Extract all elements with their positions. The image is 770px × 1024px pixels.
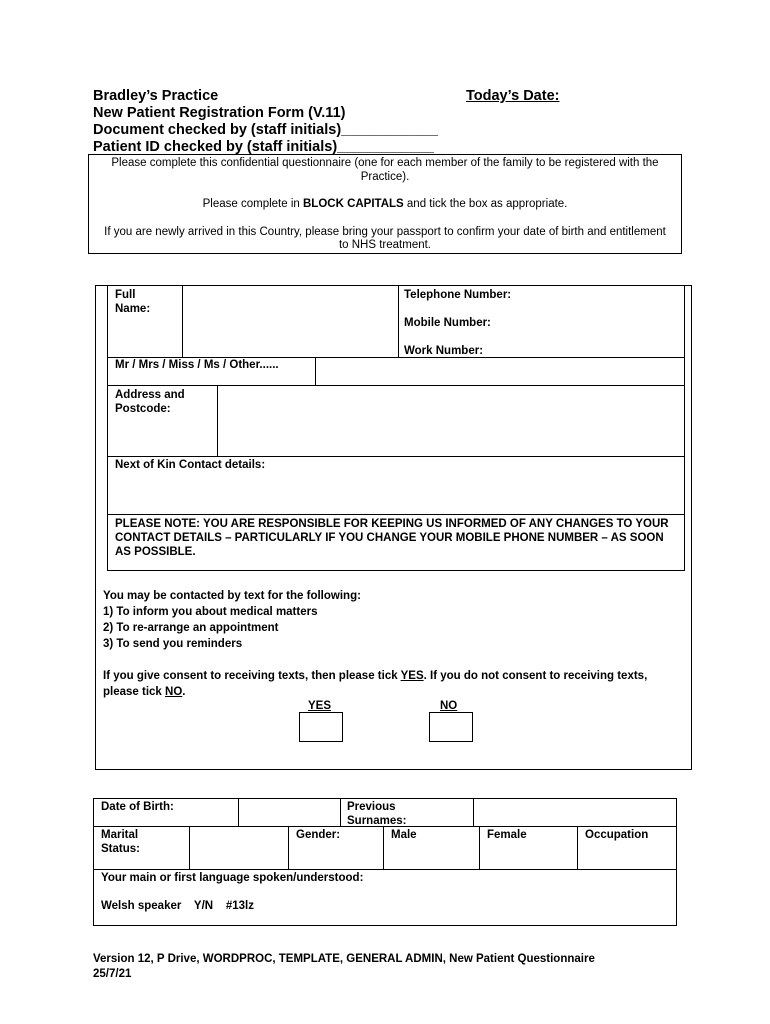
instructions-box xyxy=(88,154,682,254)
full-name-field[interactable] xyxy=(183,286,397,356)
no-label: NO xyxy=(440,700,458,712)
yes-label: YES xyxy=(308,700,332,712)
yes-checkbox[interactable] xyxy=(299,712,343,742)
instructions-text: and tick the box as appropriate. xyxy=(403,198,568,210)
date-of-birth-field[interactable] xyxy=(239,799,339,825)
practice-name: Bradley’s Practice xyxy=(93,88,219,104)
sms-item: 1) To inform you about medical matters xyxy=(103,606,318,618)
marital-status-field[interactable] xyxy=(190,827,287,868)
female-option[interactable]: Female xyxy=(487,829,527,841)
footer-version: Version 12, P Drive, WORDPROC, TEMPLATE, GENERAL ADMIN, New Patient Questionnaire xyxy=(93,953,595,965)
block-capitals-text: BLOCK CAPITALS xyxy=(302,198,404,210)
address-field[interactable] xyxy=(218,386,684,455)
previous-surnames-label: Previous Surnames: xyxy=(347,801,407,827)
full-name-label: Full Name: xyxy=(115,289,151,315)
sms-list xyxy=(103,588,361,652)
date-of-birth-label: Date of Birth: xyxy=(101,801,174,813)
sms-intro: You may be contacted by text for the following: xyxy=(103,590,361,602)
sms-item: 3) To send you reminders xyxy=(103,638,243,650)
patient-id-checked-by: Patient ID checked by (staff initials)____________ xyxy=(93,139,434,155)
footer-date: 25/7/21 xyxy=(93,968,132,980)
title-label: Mr / Mrs / Miss / Ms / Other...... xyxy=(115,359,279,371)
sms-consent-text: If you give consent to receiving texts, then please tick YES. If you do not consent to receiving texts, please tick NO. xyxy=(103,670,648,698)
instructions-paragraph-1: Please complete this confidential questionnaire (one for each member of the family to be registered with the Practice). xyxy=(111,157,659,183)
instructions-paragraph-3: If you are newly arrived in this Country, please bring your passport to confirm your date of birth and entitlement to NHS treatment. xyxy=(104,225,666,251)
please-note-text: PLEASE NOTE: YOU ARE RESPONSIBLE FOR KEEPING US INFORMED OF ANY CHANGES TO YOUR CONTACT DETAILS – PARTICULARLY IF YOU CHANGE YOUR MOBILE PHONE NUMBER – AS SOON AS POSSIBLE. xyxy=(115,518,669,558)
footer xyxy=(93,952,595,982)
first-language-label[interactable]: Your main or first language spoken/understood: xyxy=(101,872,364,884)
address-label: Address and Postcode: xyxy=(115,389,185,415)
mobile-number-label[interactable]: Mobile Number: xyxy=(404,317,491,329)
gender-label: Gender: xyxy=(296,829,341,841)
todays-date-label: Today’s Date: xyxy=(466,88,560,104)
welsh-speaker-label[interactable]: Welsh speaker Y/N #13lz xyxy=(101,900,254,912)
instructions-paragraph-2 xyxy=(101,198,669,212)
form-title: New Patient Registration Form (V.11) xyxy=(93,105,346,121)
marital-status-label: Marital Status: xyxy=(101,829,140,855)
no-checkbox[interactable] xyxy=(429,712,473,742)
next-of-kin-label[interactable]: Next of Kin Contact details: xyxy=(115,459,266,471)
instructions-text: Please complete in xyxy=(202,198,303,210)
title-field[interactable] xyxy=(316,358,684,384)
occupation-label[interactable]: Occupation xyxy=(585,829,649,841)
work-number-label[interactable]: Work Number: xyxy=(404,345,484,357)
document-checked-by: Document checked by (staff initials)____________ xyxy=(93,122,438,138)
sms-item: 2) To re-arrange an appointment xyxy=(103,622,279,634)
male-option[interactable]: Male xyxy=(391,829,417,841)
telephone-number-label[interactable]: Telephone Number: xyxy=(404,289,512,301)
previous-surnames-field[interactable] xyxy=(474,799,676,825)
